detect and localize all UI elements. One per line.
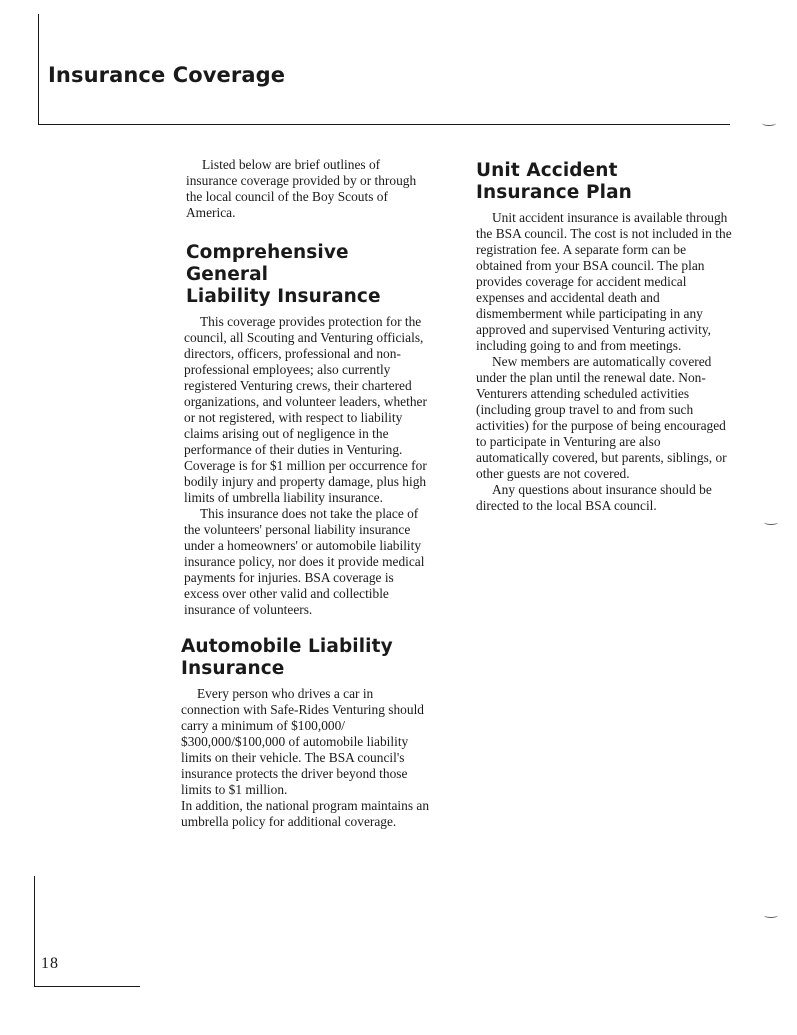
scan-mark — [764, 913, 778, 918]
heading-line: Unit Accident — [476, 160, 618, 181]
heading-unit-accident-insurance-plan — [476, 160, 732, 204]
bottom-horizontal-rule — [34, 986, 140, 987]
heading-line: Comprehensive General — [186, 242, 349, 285]
body-paragraph: This coverage provides protection for the council, all Scouting and Venturing officials, directors, officers, professional and non-professional employees; also currently registered Venturing crews, their chartered organizations, and volunteer leaders, whether or not registered, with respect to liability claims arising out of negligence in the performance of their duties in Venturing. Coverage is for $1 million per occurrence for bodily injury and property damage, plus high limits of umbrella liability insurance. — [184, 314, 427, 505]
body-paragraph: In addition, the national program maintains an umbrella policy for additional coverage. — [181, 798, 430, 829]
body-paragraph: Any questions about insurance should be directed to the local BSA council. — [476, 482, 712, 513]
top-horizontal-rule — [38, 124, 730, 125]
unit-accident-section — [476, 210, 732, 514]
body-paragraph: New members are automatically covered under the plan until the renewal date. Non-Venturers attending scheduled activities (including group travel to and from such activities) for the purpose of being encouraged to participate in Venturing are also automatically covered, but parents, siblings, or other guests are not covered. — [476, 354, 727, 481]
left-column — [181, 157, 431, 830]
body-paragraph: Unit accident insurance is available through the BSA council. The cost is not included in the registration fee. A separate form can be obtained from your BSA council. The plan provides coverage for accident medical expenses and accidental death and dismemberment while participating in any approved and supervised Venturing activity, including going to and from meetings. — [476, 210, 732, 353]
page-title: Insurance Coverage — [48, 63, 286, 87]
bottom-vertical-rule — [34, 876, 35, 986]
heading-line: Automobile Liability — [181, 636, 393, 657]
top-vertical-rule — [38, 14, 39, 124]
page-number: 18 — [41, 955, 59, 972]
right-column — [476, 160, 732, 514]
heading-comprehensive-general-liability — [186, 242, 431, 308]
heading-line: Insurance Plan — [476, 182, 632, 203]
automobile-liability-section — [181, 686, 431, 830]
body-paragraph: Every person who drives a car in connection with Safe-Rides Venturing should carry a minimum of $100,000/ $300,000/$100,000 of automobile liability limits on their vehicle. The BSA council's insurance protects the driver beyond those limits to $1 million. — [181, 686, 424, 797]
comprehensive-general-liability-section — [181, 314, 431, 618]
body-paragraph: This insurance does not take the place of the volunteers' personal liability insurance under a homeowners' or automobile liability insurance policy, nor does it provide medical payments for injuries. BSA coverage is excess over other valid and collectible insurance of volunteers. — [184, 506, 425, 617]
scan-mark — [762, 121, 776, 126]
intro-paragraph: Listed below are brief outlines of insurance coverage provided by or through the local council of the Boy Scouts of America. — [186, 157, 417, 220]
heading-automobile-liability — [181, 636, 431, 680]
heading-line: Insurance — [181, 658, 285, 679]
scan-mark — [764, 520, 778, 525]
heading-line: Liability Insurance — [186, 286, 381, 307]
